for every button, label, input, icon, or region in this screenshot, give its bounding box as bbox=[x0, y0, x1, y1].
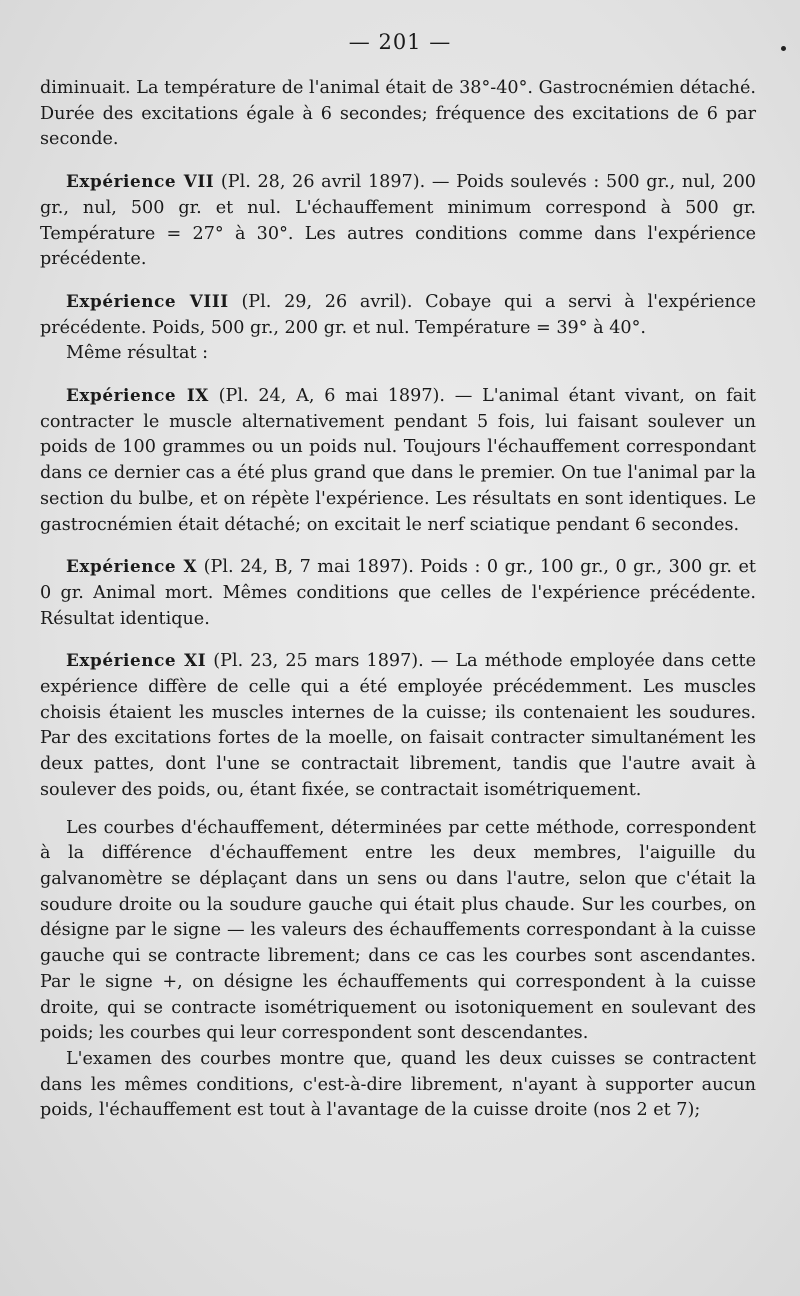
paragraph-text: (Pl. 28, 26 avril 1897). — Poids soulevés : 500 gr., nul, 200 gr., nul, 500 gr. et nul. L'échauffement minimum correspond à 500 gr. Température = 27° à 30°. Les autres conditions comme dans l'expérience précédente. bbox=[40, 172, 756, 270]
paragraph-experience-xi bbox=[40, 648, 756, 803]
paragraph-curves-description bbox=[40, 816, 756, 1047]
paragraph-curves-examination bbox=[40, 1047, 756, 1124]
paragraph-experience-x bbox=[40, 554, 756, 632]
paragraph-text: (Pl. 23, 25 mars 1897). — La méthode employée dans cette expérience diffère de celle qui a été employée précédemment. Les muscles choisis étaient les muscles internes de la cuisse; ils contenaient les soudures. Par des excitations fortes de la moelle, on faisait contracter simultanément les deux pattes, dont l'une se contractait librement, tandis que l'autre avait à soulever des poids, ou, étant fixée, se contractait isométriquement. bbox=[40, 651, 756, 800]
ink-dot-mark bbox=[781, 46, 786, 51]
experiment-label: Expérience VII bbox=[66, 171, 215, 192]
paragraph-text: (Pl. 24, B, 7 mai 1897). Poids : 0 gr., 100 gr., 0 gr., 300 gr. et 0 gr. Animal mort. Mêmes conditions que celles de l'expérience précédente. Résultat identique. bbox=[40, 557, 756, 629]
paragraph-result bbox=[40, 341, 756, 367]
paragraph-experience-viii bbox=[40, 289, 756, 341]
body-text bbox=[40, 76, 756, 1124]
experiment-label: Expérience IX bbox=[66, 385, 209, 406]
experiment-label: Expérience XI bbox=[66, 650, 207, 671]
paragraph-experience-vii bbox=[40, 169, 756, 273]
experiment-label: Expérience VIII bbox=[66, 290, 229, 311]
paragraph-text: diminuait. La température de l'animal était de 38°-40°. Gastrocnémien détaché. Durée des excitations égale à 6 secondes; fréquence des excitations de 6 par seconde. bbox=[40, 78, 756, 150]
paragraph-text: Même résultat : bbox=[66, 343, 209, 364]
paragraph-experience-ix bbox=[40, 383, 756, 538]
paragraph-text: Les courbes d'échauffement, déterminées par cette méthode, correspondent à la différence d'échauffement entre les deux membres, l'aiguille du galvanomètre se déplaçant dans un sens ou dans l'autre, selon que c'était la soudure droite ou la soudure gauche qui était plus chaude. Sur les courbes, on désigne par le signe — les valeurs des échauffements correspondant à la cuisse gauche qui se contracte librement; dans ce cas les courbes sont ascendantes. Par le signe +, on désigne les échauffements qui correspondent à la cuisse droite, qui se contracte isométriquement ou isotoniquement en soulevant des poids; les courbes qui leur correspondent sont descendantes. bbox=[40, 817, 756, 1044]
experiment-label: Expérience X bbox=[66, 556, 198, 577]
paragraph-text: L'examen des courbes montre que, quand les deux cuisses se contractent dans les mêmes conditions, c'est-à-dire librement, n'ayant à supporter aucun poids, l'échauffement est tout à l'avantage de la cuisse droite (nos 2 et 7); bbox=[40, 1048, 756, 1121]
paragraph-text: (Pl. 29, 26 avril). Cobaye qui a servi à l'expérience précédente. Poids, 500 gr., 200 gr. et nul. Température = 39° à 40°. bbox=[40, 291, 756, 338]
paragraph-continuation bbox=[40, 76, 756, 153]
page-number: — 201 — bbox=[348, 30, 452, 54]
paragraph-text: (Pl. 24, A, 6 mai 1897). — L'animal étant vivant, on fait contracter le muscle alternativement pendant 5 fois, lui faisant soulever un poids de 100 grammes ou un poids nul. Toujours l'échauffement correspondant dans ce dernier cas a été plus grand que dans le premier. On tue l'animal par la section du bulbe, et on répète l'expérience. Les résultats en sont identiques. Le gastrocnémien était détaché; on excitait le nerf sciatique pendant 6 secondes. bbox=[40, 386, 756, 535]
